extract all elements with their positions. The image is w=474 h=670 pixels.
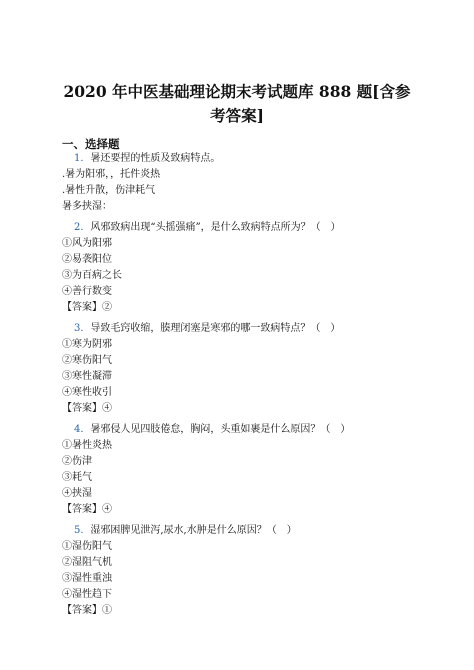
document-title: 2020 年中医基础理论期末考试题库 888 题[含参考答案] <box>63 82 411 125</box>
question-1-line-2: .暑性升散，伤津耗气 <box>62 185 156 196</box>
question-2-option-3: ③为百病之长 <box>62 270 122 281</box>
question-4-option-2: ②伤津 <box>62 456 92 467</box>
question-5 <box>74 524 297 538</box>
question-text: 暑邪侵人见四肢倦怠，胸闷，头重如裹是什么原因？（ ） <box>90 424 351 435</box>
question-4-option-1: ①暑性炎热 <box>62 440 112 451</box>
question-3-option-3: ③寒性凝滞 <box>62 371 112 382</box>
question-text: 风邪致病出现“头摇强痛”，是什么致病特点所为？（ ） <box>90 222 341 233</box>
question-3-option-4: ④寒性收引 <box>62 387 112 398</box>
question-number: 2． <box>74 222 91 233</box>
question-text: 湿邪困脾见泄泻,尿水,水肿是什么原因？（ ） <box>90 525 297 536</box>
question-1 <box>74 152 220 166</box>
question-3 <box>74 322 340 336</box>
question-2-option-2: ②易袭阳位 <box>62 254 112 265</box>
question-3-answer: 【答案】④ <box>62 403 112 414</box>
question-2-answer: 【答案】② <box>62 302 112 313</box>
question-number: 3． <box>74 323 91 334</box>
question-number: 5． <box>74 525 91 536</box>
question-3-option-2: ②寒伤阳气 <box>62 355 112 366</box>
question-5-option-4: ④湿性趋下 <box>62 589 112 600</box>
question-5-option-1: ①湿伤阳气 <box>62 541 112 552</box>
question-4-option-4: ④挟湿 <box>62 488 92 499</box>
question-3-option-1: ①寒为阴邪 <box>62 339 112 350</box>
question-1-line-1: .暑为阳邪，，托件炎热 <box>62 169 161 180</box>
question-2-option-4: ④善行数变 <box>62 286 112 297</box>
question-2 <box>74 221 341 235</box>
question-number: 1． <box>74 153 91 164</box>
question-1-line-3: 暑多挟湿： <box>62 201 112 212</box>
question-5-answer: 【答案】① <box>62 605 112 616</box>
question-4-answer: 【答案】④ <box>62 504 112 515</box>
question-4 <box>74 423 350 437</box>
question-2-option-1: ①风为阳邪 <box>62 238 112 249</box>
question-4-option-3: ③耗气 <box>62 472 92 483</box>
question-text: 导致毛窍收缩，腠理闭塞是寒邪的哪一致病特点？（ ） <box>90 323 341 334</box>
question-5-option-3: ③湿性重浊 <box>62 573 112 584</box>
question-text: 暑还要捏的性质及致病特点。 <box>90 153 221 164</box>
question-number: 4． <box>74 424 91 435</box>
section-heading: 一、选择题 <box>62 137 120 151</box>
question-5-option-2: ②湿阻气机 <box>62 557 112 568</box>
